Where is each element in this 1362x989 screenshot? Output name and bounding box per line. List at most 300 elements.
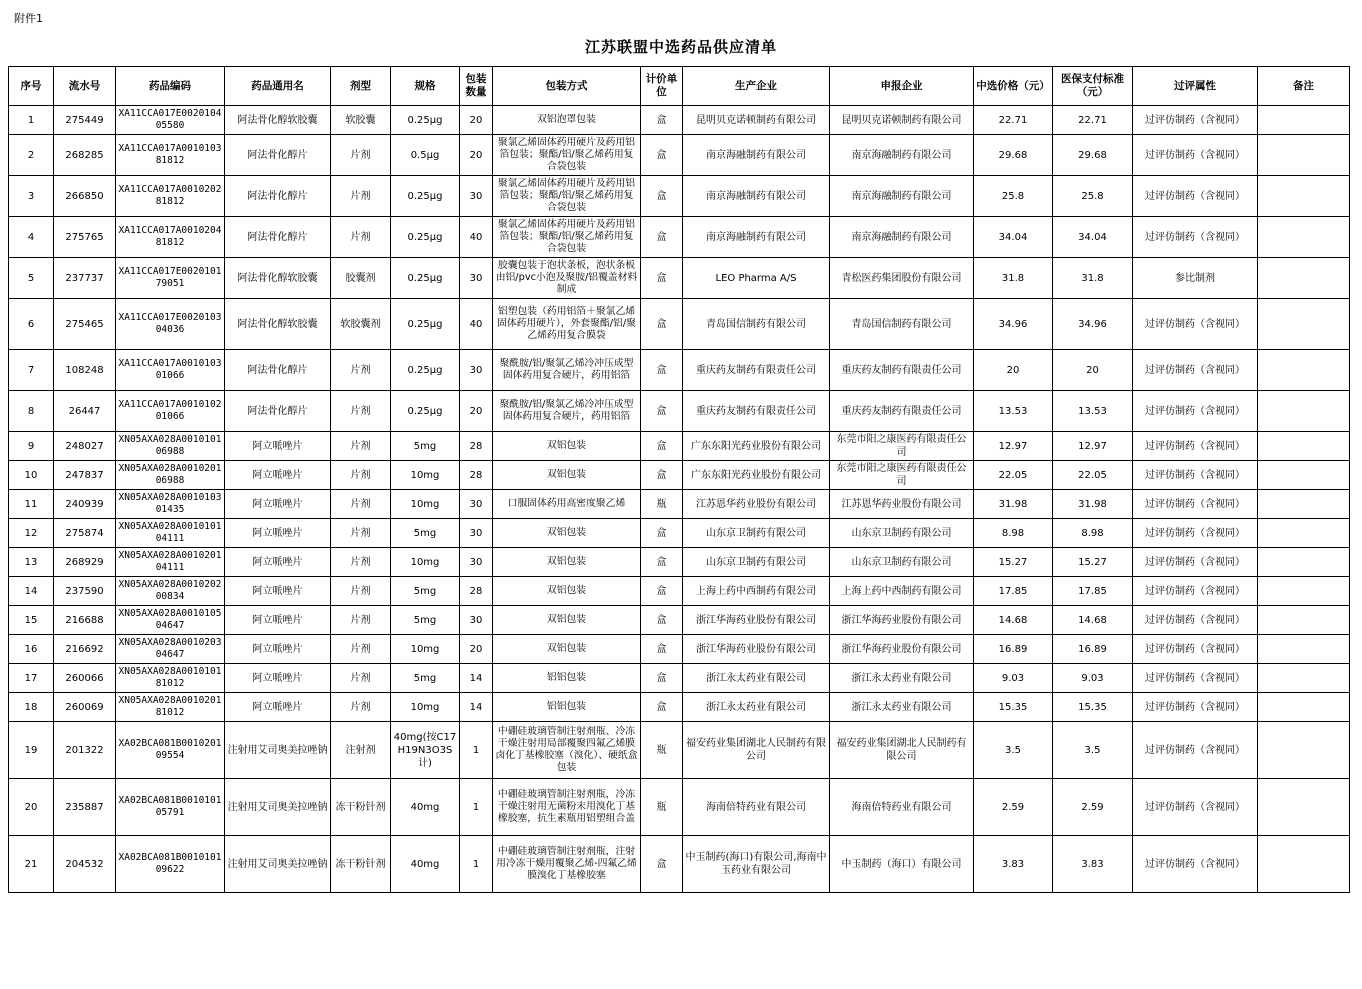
header-name: 药品通用名 xyxy=(225,67,331,106)
cell-spec: 10mg xyxy=(391,548,460,577)
cell-price: 34.96 xyxy=(974,299,1053,350)
cell-maker: 上海上药中西制药有限公司 xyxy=(683,577,830,606)
cell-insurance: 34.04 xyxy=(1053,217,1133,258)
cell-remark xyxy=(1258,299,1350,350)
cell-maker: 重庆药友制药有限责任公司 xyxy=(683,391,830,432)
cell-qty: 30 xyxy=(460,606,493,635)
cell-serial: 248027 xyxy=(54,432,116,461)
cell-unit: 盒 xyxy=(641,606,683,635)
cell-applicant: 山东京卫制药有限公司 xyxy=(830,548,974,577)
cell-code: XN05AXA028A001010106988 xyxy=(116,432,225,461)
cell-serial: 240939 xyxy=(54,490,116,519)
cell-remark xyxy=(1258,258,1350,299)
cell-applicant: 重庆药友制药有限责任公司 xyxy=(830,350,974,391)
table-row xyxy=(9,258,1350,299)
cell-applicant: 福安药业集团湖北人民制药有限公司 xyxy=(830,722,974,779)
cell-seq: 21 xyxy=(9,836,54,893)
cell-serial: 268285 xyxy=(54,135,116,176)
cell-code: XN05AXA028A001020181012 xyxy=(116,693,225,722)
cell-price: 15.35 xyxy=(974,693,1053,722)
cell-code: XA11CCA017E002010304036 xyxy=(116,299,225,350)
cell-pack: 胶囊包装于泡状条板，泡状条板由铝/pvc小泡及聚胺/铝覆盖材料制成 xyxy=(493,258,641,299)
cell-seq: 20 xyxy=(9,779,54,836)
cell-seq: 18 xyxy=(9,693,54,722)
cell-maker: 浙江永太药业有限公司 xyxy=(683,693,830,722)
cell-serial: 237590 xyxy=(54,577,116,606)
table-row xyxy=(9,635,1350,664)
cell-insurance: 17.85 xyxy=(1053,577,1133,606)
cell-applicant: 山东京卫制药有限公司 xyxy=(830,519,974,548)
cell-unit: 盒 xyxy=(641,350,683,391)
cell-applicant: 浙江华海药业股份有限公司 xyxy=(830,606,974,635)
cell-price: 16.89 xyxy=(974,635,1053,664)
cell-qty: 40 xyxy=(460,217,493,258)
cell-spec: 10mg xyxy=(391,635,460,664)
table-row xyxy=(9,722,1350,779)
cell-spec: 0.25μg xyxy=(391,391,460,432)
table-row xyxy=(9,490,1350,519)
cell-insurance: 12.97 xyxy=(1053,432,1133,461)
header-form: 剂型 xyxy=(331,67,391,106)
cell-seq: 6 xyxy=(9,299,54,350)
cell-seq: 2 xyxy=(9,135,54,176)
cell-seq: 10 xyxy=(9,461,54,490)
cell-form: 片剂 xyxy=(331,577,391,606)
header-maker: 生产企业 xyxy=(683,67,830,106)
cell-code: XA11CCA017A001010301066 xyxy=(116,350,225,391)
cell-price: 29.68 xyxy=(974,135,1053,176)
cell-attr: 过评仿制药（含视同） xyxy=(1133,490,1258,519)
cell-spec: 40mg xyxy=(391,779,460,836)
cell-applicant: 浙江永太药业有限公司 xyxy=(830,693,974,722)
header-serial: 流水号 xyxy=(54,67,116,106)
cell-seq: 9 xyxy=(9,432,54,461)
cell-qty: 40 xyxy=(460,299,493,350)
cell-name: 阿立哌唑片 xyxy=(225,693,331,722)
cell-code: XA11CCA017E002010179051 xyxy=(116,258,225,299)
cell-attr: 过评仿制药（含视同） xyxy=(1133,135,1258,176)
cell-serial: 275765 xyxy=(54,217,116,258)
cell-unit: 盒 xyxy=(641,176,683,217)
cell-serial: 216692 xyxy=(54,635,116,664)
table-body xyxy=(9,106,1350,893)
cell-pack: 双铝包装 xyxy=(493,461,641,490)
cell-insurance: 20 xyxy=(1053,350,1133,391)
table-row xyxy=(9,217,1350,258)
cell-maker: 中玉制药(海口)有限公司,海南中玉药业有限公司 xyxy=(683,836,830,893)
cell-pack: 双铝包装 xyxy=(493,432,641,461)
cell-price: 31.98 xyxy=(974,490,1053,519)
table-header-row xyxy=(9,67,1350,106)
annex-label: 附件1 xyxy=(14,12,43,25)
cell-form: 冻干粉针剂 xyxy=(331,779,391,836)
cell-insurance: 9.03 xyxy=(1053,664,1133,693)
cell-attr: 过评仿制药（含视同） xyxy=(1133,350,1258,391)
cell-attr: 过评仿制药（含视同） xyxy=(1133,176,1258,217)
cell-remark xyxy=(1258,106,1350,135)
cell-insurance: 22.05 xyxy=(1053,461,1133,490)
table-row xyxy=(9,299,1350,350)
cell-insurance: 15.27 xyxy=(1053,548,1133,577)
cell-serial: 108248 xyxy=(54,350,116,391)
cell-code: XA11CCA017A001020481812 xyxy=(116,217,225,258)
cell-applicant: 南京海融制药有限公司 xyxy=(830,176,974,217)
cell-unit: 盒 xyxy=(641,106,683,135)
cell-code: XN05AXA028A001020304647 xyxy=(116,635,225,664)
cell-unit: 盒 xyxy=(641,836,683,893)
header-pack: 包装方式 xyxy=(493,67,641,106)
cell-serial: 275874 xyxy=(54,519,116,548)
cell-code: XN05AXA028A001020200834 xyxy=(116,577,225,606)
cell-attr: 过评仿制药（含视同） xyxy=(1133,664,1258,693)
table-row xyxy=(9,693,1350,722)
cell-pack: 中硼硅玻璃管制注射剂瓶、冷冻干燥注射用局部覆聚四氟乙烯膜卤化丁基橡胶塞（溴化）、硬纸盒包装 xyxy=(493,722,641,779)
cell-price: 22.71 xyxy=(974,106,1053,135)
table-row xyxy=(9,548,1350,577)
cell-spec: 40mg(按C17H19N3O3S计) xyxy=(391,722,460,779)
cell-spec: 5mg xyxy=(391,432,460,461)
cell-applicant: 青松医药集团股份有限公司 xyxy=(830,258,974,299)
cell-qty: 20 xyxy=(460,635,493,664)
cell-seq: 17 xyxy=(9,664,54,693)
cell-applicant: 上海上药中西制药有限公司 xyxy=(830,577,974,606)
cell-attr: 过评仿制药（含视同） xyxy=(1133,548,1258,577)
cell-code: XN05AXA028A001010181012 xyxy=(116,664,225,693)
cell-maker: 浙江华海药业股份有限公司 xyxy=(683,635,830,664)
header-seq: 序号 xyxy=(9,67,54,106)
cell-unit: 瓶 xyxy=(641,490,683,519)
header-spec: 规格 xyxy=(391,67,460,106)
cell-attr: 过评仿制药（含视同） xyxy=(1133,693,1258,722)
cell-price: 9.03 xyxy=(974,664,1053,693)
cell-seq: 3 xyxy=(9,176,54,217)
cell-pack: 双铝包装 xyxy=(493,606,641,635)
cell-maker: 海南倍特药业有限公司 xyxy=(683,779,830,836)
cell-applicant: 江苏恩华药业股份有限公司 xyxy=(830,490,974,519)
cell-serial: 235887 xyxy=(54,779,116,836)
cell-name: 阿立哌唑片 xyxy=(225,432,331,461)
cell-maker: 广东东阳光药业股份有限公司 xyxy=(683,461,830,490)
cell-seq: 11 xyxy=(9,490,54,519)
header-qty: 包装数量 xyxy=(460,67,493,106)
cell-price: 25.8 xyxy=(974,176,1053,217)
cell-name: 阿法骨化醇片 xyxy=(225,350,331,391)
cell-maker: 浙江永太药业有限公司 xyxy=(683,664,830,693)
cell-code: XN05AXA028A001020104111 xyxy=(116,548,225,577)
supply-table xyxy=(8,66,1350,893)
cell-unit: 盒 xyxy=(641,635,683,664)
cell-form: 软胶囊 xyxy=(331,106,391,135)
cell-name: 阿法骨化醇软胶囊 xyxy=(225,258,331,299)
cell-name: 阿法骨化醇片 xyxy=(225,391,331,432)
cell-form: 胶囊剂 xyxy=(331,258,391,299)
cell-remark xyxy=(1258,693,1350,722)
cell-applicant: 东莞市阳之康医药有限责任公司 xyxy=(830,432,974,461)
table-row xyxy=(9,606,1350,635)
cell-unit: 瓶 xyxy=(641,779,683,836)
cell-spec: 10mg xyxy=(391,461,460,490)
cell-pack: 中硼硅玻璃管制注射剂瓶，冷冻干燥注射用无菌粉末用溴化丁基橡胶塞，抗生素瓶用铝塑组合盖 xyxy=(493,779,641,836)
cell-name: 阿法骨化醇软胶囊 xyxy=(225,106,331,135)
cell-insurance: 14.68 xyxy=(1053,606,1133,635)
cell-form: 片剂 xyxy=(331,519,391,548)
cell-unit: 盒 xyxy=(641,461,683,490)
cell-unit: 盒 xyxy=(641,519,683,548)
cell-name: 阿立哌唑片 xyxy=(225,664,331,693)
cell-seq: 4 xyxy=(9,217,54,258)
cell-remark xyxy=(1258,836,1350,893)
cell-qty: 20 xyxy=(460,135,493,176)
cell-attr: 过评仿制药（含视同） xyxy=(1133,722,1258,779)
cell-remark xyxy=(1258,176,1350,217)
cell-pack: 中硼硅玻璃管制注射剂瓶，注射用冷冻干燥用覆聚乙烯-四氟乙烯膜溴化丁基橡胶塞 xyxy=(493,836,641,893)
cell-attr: 过评仿制药（含视同） xyxy=(1133,635,1258,664)
cell-qty: 30 xyxy=(460,490,493,519)
cell-code: XA02BCA081B001010105791 xyxy=(116,779,225,836)
cell-pack: 聚氯乙烯固体药用硬片及药用铝箔包装；聚酯/铝/聚乙烯药用复合袋包装 xyxy=(493,217,641,258)
cell-spec: 0.25μg xyxy=(391,299,460,350)
cell-insurance: 16.89 xyxy=(1053,635,1133,664)
cell-spec: 0.25μg xyxy=(391,106,460,135)
cell-unit: 盒 xyxy=(641,258,683,299)
cell-form: 片剂 xyxy=(331,693,391,722)
cell-unit: 盒 xyxy=(641,217,683,258)
cell-maker: LEO Pharma A/S xyxy=(683,258,830,299)
header-code: 药品编码 xyxy=(116,67,225,106)
cell-remark xyxy=(1258,548,1350,577)
cell-name: 阿法骨化醇片 xyxy=(225,217,331,258)
cell-code: XA02BCA081B001010109622 xyxy=(116,836,225,893)
cell-remark xyxy=(1258,779,1350,836)
cell-pack: 铝塑包装（药用铝箔＋聚氯乙烯固体药用硬片），外套聚酯/铝/聚乙烯药用复合膜袋 xyxy=(493,299,641,350)
cell-code: XN05AXA028A001020106988 xyxy=(116,461,225,490)
cell-seq: 15 xyxy=(9,606,54,635)
cell-applicant: 南京海融制药有限公司 xyxy=(830,217,974,258)
header-remark: 备注 xyxy=(1258,67,1350,106)
cell-name: 阿立哌唑片 xyxy=(225,606,331,635)
cell-remark xyxy=(1258,635,1350,664)
cell-qty: 30 xyxy=(460,519,493,548)
cell-seq: 5 xyxy=(9,258,54,299)
cell-applicant: 中玉制药（海口）有限公司 xyxy=(830,836,974,893)
cell-spec: 5mg xyxy=(391,664,460,693)
cell-unit: 盒 xyxy=(641,577,683,606)
cell-attr: 过评仿制药（含视同） xyxy=(1133,519,1258,548)
cell-qty: 14 xyxy=(460,664,493,693)
cell-remark xyxy=(1258,519,1350,548)
cell-unit: 盒 xyxy=(641,432,683,461)
cell-applicant: 重庆药友制药有限责任公司 xyxy=(830,391,974,432)
cell-spec: 0.5μg xyxy=(391,135,460,176)
cell-attr: 过评仿制药（含视同） xyxy=(1133,461,1258,490)
cell-applicant: 青岛国信制药有限公司 xyxy=(830,299,974,350)
cell-form: 片剂 xyxy=(331,490,391,519)
cell-code: XA11CCA017A001010201066 xyxy=(116,391,225,432)
cell-qty: 1 xyxy=(460,779,493,836)
cell-price: 22.05 xyxy=(974,461,1053,490)
cell-name: 阿法骨化醇片 xyxy=(225,135,331,176)
cell-maker: 江苏恩华药业股份有限公司 xyxy=(683,490,830,519)
cell-remark xyxy=(1258,606,1350,635)
cell-serial: 260066 xyxy=(54,664,116,693)
header-insurance: 医保支付标准（元） xyxy=(1053,67,1133,106)
cell-spec: 40mg xyxy=(391,836,460,893)
table-row xyxy=(9,391,1350,432)
table-row xyxy=(9,577,1350,606)
cell-serial: 275449 xyxy=(54,106,116,135)
cell-unit: 盒 xyxy=(641,548,683,577)
cell-applicant: 南京海融制药有限公司 xyxy=(830,135,974,176)
cell-attr: 过评仿制药（含视同） xyxy=(1133,217,1258,258)
table-row xyxy=(9,461,1350,490)
cell-remark xyxy=(1258,217,1350,258)
cell-price: 13.53 xyxy=(974,391,1053,432)
cell-form: 片剂 xyxy=(331,176,391,217)
cell-attr: 过评仿制药（含视同） xyxy=(1133,106,1258,135)
cell-form: 片剂 xyxy=(331,548,391,577)
cell-insurance: 2.59 xyxy=(1053,779,1133,836)
table-row xyxy=(9,135,1350,176)
cell-maker: 山东京卫制药有限公司 xyxy=(683,548,830,577)
cell-code: XN05AXA028A001010504647 xyxy=(116,606,225,635)
table-row xyxy=(9,779,1350,836)
cell-remark xyxy=(1258,391,1350,432)
cell-pack: 聚酰胺/铝/聚氯乙烯冷冲压成型固体药用复合硬片，药用铝箔 xyxy=(493,391,641,432)
cell-applicant: 浙江永太药业有限公司 xyxy=(830,664,974,693)
cell-code: XA11CCA017A001020281812 xyxy=(116,176,225,217)
header-unit: 计价单位 xyxy=(641,67,683,106)
cell-seq: 14 xyxy=(9,577,54,606)
cell-serial: 237737 xyxy=(54,258,116,299)
cell-price: 20 xyxy=(974,350,1053,391)
cell-unit: 盒 xyxy=(641,299,683,350)
cell-serial: 247837 xyxy=(54,461,116,490)
cell-serial: 266850 xyxy=(54,176,116,217)
cell-attr: 过评仿制药（含视同） xyxy=(1133,836,1258,893)
cell-spec: 0.25μg xyxy=(391,350,460,391)
cell-qty: 28 xyxy=(460,577,493,606)
cell-spec: 0.25μg xyxy=(391,176,460,217)
cell-name: 阿立哌唑片 xyxy=(225,548,331,577)
cell-applicant: 海南倍特药业有限公司 xyxy=(830,779,974,836)
cell-applicant: 浙江华海药业股份有限公司 xyxy=(830,635,974,664)
cell-serial: 201322 xyxy=(54,722,116,779)
cell-pack: 双铝包装 xyxy=(493,635,641,664)
cell-insurance: 13.53 xyxy=(1053,391,1133,432)
table-row xyxy=(9,836,1350,893)
cell-serial: 26447 xyxy=(54,391,116,432)
cell-form: 片剂 xyxy=(331,432,391,461)
cell-qty: 20 xyxy=(460,106,493,135)
cell-name: 阿立哌唑片 xyxy=(225,577,331,606)
cell-pack: 聚氯乙烯固体药用硬片及药用铝箔包装；聚酯/铝/聚乙烯药用复合袋包装 xyxy=(493,176,641,217)
cell-remark xyxy=(1258,432,1350,461)
cell-name: 注射用艾司奥美拉唑钠 xyxy=(225,722,331,779)
table-row xyxy=(9,106,1350,135)
cell-seq: 13 xyxy=(9,548,54,577)
cell-seq: 7 xyxy=(9,350,54,391)
cell-insurance: 3.83 xyxy=(1053,836,1133,893)
cell-seq: 1 xyxy=(9,106,54,135)
cell-qty: 14 xyxy=(460,693,493,722)
cell-price: 14.68 xyxy=(974,606,1053,635)
header-price: 中选价格（元） xyxy=(974,67,1053,106)
cell-insurance: 8.98 xyxy=(1053,519,1133,548)
cell-spec: 0.25μg xyxy=(391,217,460,258)
cell-attr: 过评仿制药（含视同） xyxy=(1133,391,1258,432)
cell-price: 12.97 xyxy=(974,432,1053,461)
cell-code: XA02BCA081B001020109554 xyxy=(116,722,225,779)
cell-form: 片剂 xyxy=(331,606,391,635)
cell-maker: 广东东阳光药业股份有限公司 xyxy=(683,432,830,461)
table-row xyxy=(9,519,1350,548)
cell-qty: 1 xyxy=(460,722,493,779)
table-row xyxy=(9,350,1350,391)
cell-remark xyxy=(1258,722,1350,779)
cell-name: 注射用艾司奥美拉唑钠 xyxy=(225,779,331,836)
cell-applicant: 东莞市阳之康医药有限责任公司 xyxy=(830,461,974,490)
cell-maker: 山东京卫制药有限公司 xyxy=(683,519,830,548)
cell-maker: 南京海融制药有限公司 xyxy=(683,217,830,258)
cell-remark xyxy=(1258,461,1350,490)
cell-remark xyxy=(1258,490,1350,519)
page-title: 江苏联盟中选药品供应清单 xyxy=(584,38,777,56)
cell-price: 8.98 xyxy=(974,519,1053,548)
cell-pack: 双铝包装 xyxy=(493,577,641,606)
cell-pack: 双铝泡罩包装 xyxy=(493,106,641,135)
cell-attr: 过评仿制药（含视同） xyxy=(1133,299,1258,350)
cell-serial: 216688 xyxy=(54,606,116,635)
cell-price: 31.8 xyxy=(974,258,1053,299)
cell-serial: 268929 xyxy=(54,548,116,577)
cell-code: XN05AXA028A001010301435 xyxy=(116,490,225,519)
cell-qty: 30 xyxy=(460,350,493,391)
cell-code: XA11CCA017E002010405580 xyxy=(116,106,225,135)
cell-name: 阿立哌唑片 xyxy=(225,519,331,548)
cell-pack: 口服固体药用高密度聚乙烯 xyxy=(493,490,641,519)
cell-spec: 0.25μg xyxy=(391,258,460,299)
cell-maker: 昆明贝克诺顿制药有限公司 xyxy=(683,106,830,135)
cell-spec: 5mg xyxy=(391,577,460,606)
cell-form: 片剂 xyxy=(331,664,391,693)
table-row xyxy=(9,176,1350,217)
cell-maker: 青岛国信制药有限公司 xyxy=(683,299,830,350)
cell-price: 15.27 xyxy=(974,548,1053,577)
cell-price: 3.83 xyxy=(974,836,1053,893)
cell-remark xyxy=(1258,577,1350,606)
cell-form: 冻干粉针剂 xyxy=(331,836,391,893)
cell-spec: 10mg xyxy=(391,490,460,519)
cell-qty: 30 xyxy=(460,258,493,299)
cell-seq: 16 xyxy=(9,635,54,664)
cell-name: 阿立哌唑片 xyxy=(225,635,331,664)
cell-unit: 盒 xyxy=(641,693,683,722)
cell-insurance: 3.5 xyxy=(1053,722,1133,779)
cell-form: 片剂 xyxy=(331,135,391,176)
cell-spec: 5mg xyxy=(391,606,460,635)
cell-seq: 12 xyxy=(9,519,54,548)
cell-form: 片剂 xyxy=(331,217,391,258)
cell-insurance: 31.8 xyxy=(1053,258,1133,299)
cell-maker: 南京海融制药有限公司 xyxy=(683,176,830,217)
cell-pack: 聚酰胺/铝/聚氯乙烯冷冲压成型固体药用复合硬片，药用铝箔 xyxy=(493,350,641,391)
cell-form: 片剂 xyxy=(331,635,391,664)
cell-qty: 30 xyxy=(460,176,493,217)
cell-unit: 盒 xyxy=(641,664,683,693)
cell-insurance: 25.8 xyxy=(1053,176,1133,217)
header-applicant: 申报企业 xyxy=(830,67,974,106)
cell-remark xyxy=(1258,135,1350,176)
